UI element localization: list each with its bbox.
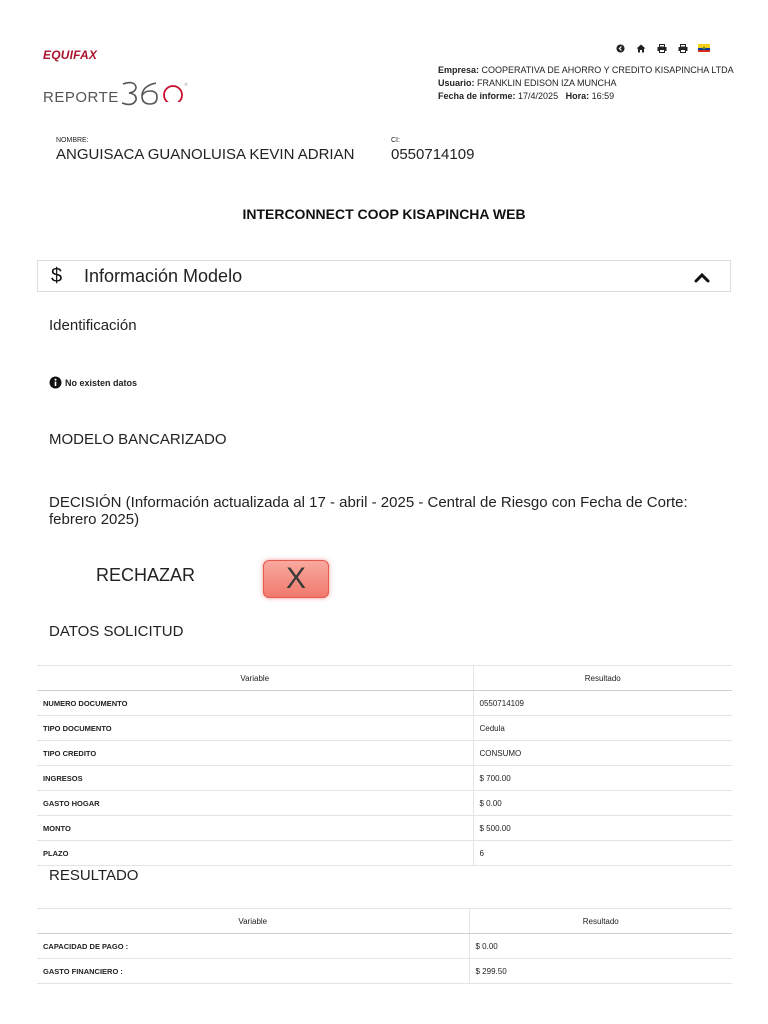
nombre-label: NOMBRE: xyxy=(56,137,89,144)
resultado-title: RESULTADO xyxy=(49,867,139,884)
result-cell: 0550714109 xyxy=(473,691,732,716)
result-cell: $ 0.00 xyxy=(473,791,732,816)
decision-value: RECHAZAR xyxy=(96,565,196,585)
fecha-value: 17/4/2025 xyxy=(518,91,559,101)
table-row xyxy=(37,934,732,959)
variable-cell: CAPACIDAD DE PAGO : xyxy=(37,934,469,959)
resultado-table xyxy=(37,908,732,984)
variable-cell: TIPO CREDITO xyxy=(37,741,473,766)
table-row xyxy=(37,691,732,716)
nombre-value: ANGUISACA GUANOLUISA KEVIN ADRIAN xyxy=(56,146,355,163)
back-icon[interactable] xyxy=(614,42,626,54)
result-cell: $ 700.00 xyxy=(473,766,732,791)
decision-text: DECISIÓN (Información actualizada al 17 - abril - 2025 - Central de Riesgo con Fecha de Corte: febrero 2025) xyxy=(49,494,688,528)
column-header-variable: Variable xyxy=(37,666,473,691)
ci-value: 0550714109 xyxy=(391,146,475,163)
reporte360-logo-mark xyxy=(120,80,192,106)
result-cell: $ 500.00 xyxy=(473,816,732,841)
result-cell: Cedula xyxy=(473,716,732,741)
report-title: INTERCONNECT COOP KISAPINCHA WEB xyxy=(242,206,526,222)
datos-solicitud-title: DATOS SOLICITUD xyxy=(49,623,184,640)
table-row xyxy=(37,841,732,866)
chevron-up-icon[interactable] xyxy=(694,270,710,288)
variable-cell: GASTO FINANCIERO : xyxy=(37,959,469,984)
equifax-logo: EQUIFAX xyxy=(43,48,98,62)
variable-cell: GASTO HOGAR xyxy=(37,791,473,816)
informacion-modelo-panel[interactable] xyxy=(37,260,731,292)
hora-label: Hora: xyxy=(565,91,590,101)
table-row xyxy=(37,959,732,984)
result-cell: $ 299.50 xyxy=(469,959,732,984)
print-alt-icon[interactable] xyxy=(677,42,689,54)
column-header-resultado: Resultado xyxy=(469,909,732,934)
table-row xyxy=(37,716,732,741)
info-icon xyxy=(49,376,62,389)
table-row xyxy=(37,741,732,766)
empresa-value: COOPERATIVA DE AHORRO Y CREDITO KISAPINCHA LTDA xyxy=(481,65,734,75)
result-cell: $ 0.00 xyxy=(469,934,732,959)
table-row xyxy=(37,766,732,791)
print-icon[interactable] xyxy=(656,42,668,54)
column-header-variable: Variable xyxy=(37,909,469,934)
usuario-value: FRANKLIN EDISON IZA MUNCHA xyxy=(477,78,617,88)
reporte-logo-word: REPORTE xyxy=(43,89,119,106)
reporte360-logo xyxy=(43,80,192,106)
variable-cell: TIPO DOCUMENTO xyxy=(37,716,473,741)
usuario-label: Usuario: xyxy=(438,78,475,88)
hora-value: 16:59 xyxy=(591,91,615,101)
fecha-label: Fecha de informe: xyxy=(438,91,516,101)
ecuador-flag-icon[interactable] xyxy=(698,42,710,54)
result-cell: 6 xyxy=(473,841,732,866)
datos-solicitud-table xyxy=(37,665,732,866)
table-row xyxy=(37,816,732,841)
no-data-message xyxy=(49,376,137,389)
svg-text:®: ® xyxy=(183,82,188,87)
ci-label: CI: xyxy=(391,137,400,144)
modelo-title: MODELO BANCARIZADO xyxy=(49,431,227,448)
report-info xyxy=(438,64,738,103)
no-data-text: No existen datos xyxy=(65,377,138,388)
panel-title: Información Modelo xyxy=(84,266,243,286)
column-header-resultado: Resultado xyxy=(473,666,732,691)
variable-cell: MONTO xyxy=(37,816,473,841)
table-row xyxy=(37,791,732,816)
identificacion-title: Identificación xyxy=(49,317,137,334)
dollar-icon: $ xyxy=(51,265,63,287)
empresa-label: Empresa: xyxy=(438,65,480,75)
home-icon[interactable] xyxy=(635,42,647,54)
result-cell: CONSUMO xyxy=(473,741,732,766)
reject-mark: X xyxy=(263,560,329,598)
variable-cell: NUMERO DOCUMENTO xyxy=(37,691,473,716)
header-toolbar xyxy=(614,42,710,54)
variable-cell: PLAZO xyxy=(37,841,473,866)
variable-cell: INGRESOS xyxy=(37,766,473,791)
